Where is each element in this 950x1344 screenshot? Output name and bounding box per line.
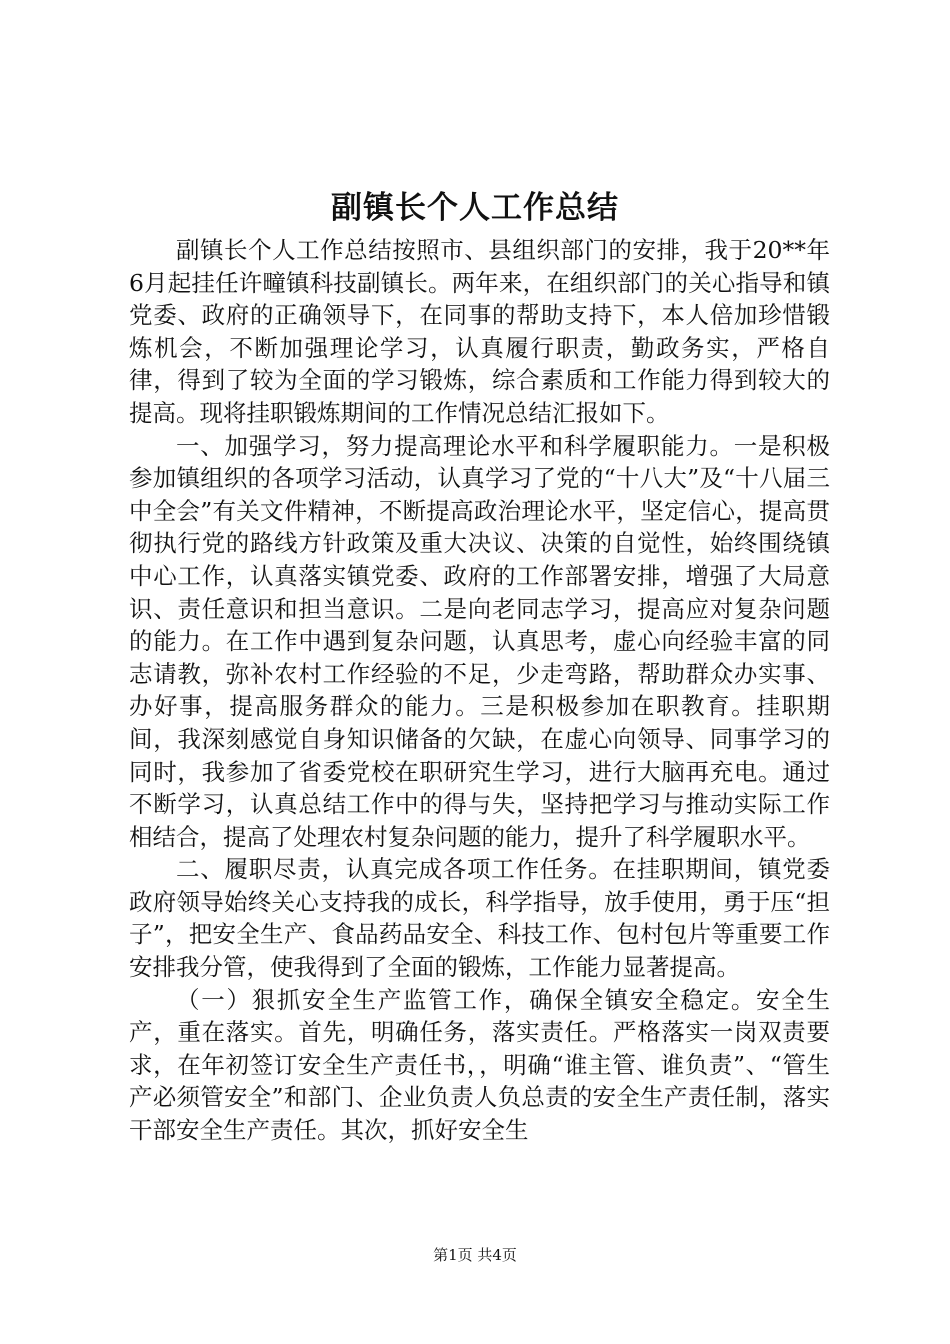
paragraph-section-one: 一、加强学习，努力提高理论水平和科学履职能力。一是积极参加镇组织的各项学习活动，认真学习了党的“十八大”及“十八届三中全会”有关文件精神，不断提高政治理论水平，坚定信心，提高贯彻执行党的路线方针政策及重大决议、决策的自觉性，始终围绕镇中心工作，认真落实镇党委、政府的工作部署安排，增强了大局意识、责任意识和担当意识。二是向老同志学习，提高应对复杂问题的能力。在工作中遇到复杂问题，认真思考，虚心向经验丰富的同志请教，弥补农村工作经验的不足，少走弯路，帮助群众办实事、办好事，提高服务群众的能力。三是积极参加在职教育。挂职期间，我深刻感觉自身知识储备的欠缺，在虚心向领导、同事学习的同时，我参加了省委党校在职研究生学习，进行大脑再充电。通过不断学习，认真总结工作中的得与失，坚持把学习与推动实际工作相结合，提高了处理农村复杂问题的能力，提升了科学履职水平。 [129,431,830,851]
paragraph-section-two: 二、履职尽责，认真完成各项工作任务。在挂职期间，镇党委政府领导始终关心支持我的成长，科学指导，放手使用，勇于压“担子”，把安全生产、食品药品安全、科技工作、包村包片等重要工作安排我分管，使我得到了全面的锻炼，工作能力显著提高。 [129,855,830,982]
paragraph-subsection-one: （一）狠抓安全生产监管工作，确保全镇安全稳定。安全生产，重在落实。首先，明确任务，落实责任。严格落实一岗双责要求，在年初签订安全生产责任书，，明确“谁主管、谁负责”、“管生产必须管安全”和部门、企业负责人负总责的安全生产责任制，落实干部安全生产责任。其次，抓好安全生 [129,985,830,1145]
page-footer: 第1页 共4页 [433,1246,517,1264]
paragraph-intro: 副镇长个人工作总结按照市、县组织部门的安排，我于20**年6月起挂任许疃镇科技副镇长。两年来，在组织部门的关心指导和镇党委、政府的正确领导下，在同事的帮助支持下，本人倍加珍惜锻炼机会，不断加强理论学习，认真履行职责，勤政务实，严格自律，得到了较为全面的学习锻炼，综合素质和工作能力得到较大的提高。现将挂职锻炼期间的工作情况总结汇报如下。 [129,236,830,427]
document-title: 副镇长个人工作总结 [331,190,619,226]
document-body [129,234,830,1147]
